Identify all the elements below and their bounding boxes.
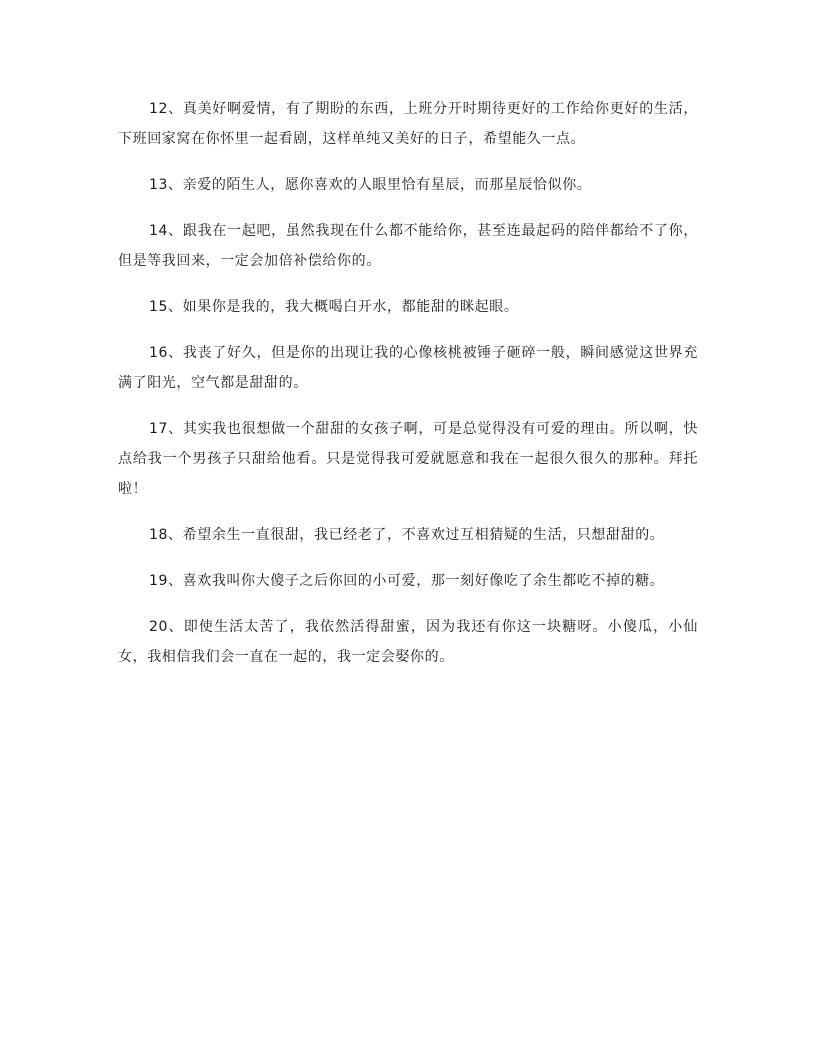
paragraph-19: 19、喜欢我叫你大傻子之后你回的小可爱，那一刻好像吃了余生都吃不掉的糖。	[149, 573, 665, 589]
paragraph-12: 12、真美好啊爱情，有了期盼的东西，上班分开时期待更好的工作给你更好的生活，下班回家窝在你怀里一起看剧，这样单纯又美好的日子，希望能久一点。	[118, 101, 698, 147]
paragraph-16: 16、我丧了好久，但是你的出现让我的心像核桃被锤子砸碎一般，瞬间感觉这世界充满了阳光，空气都是甜甜的。	[118, 345, 698, 391]
paragraph-17: 17、其实我也很想做一个甜甜的女孩子啊，可是总觉得没有可爱的理由。所以啊，快点给我一个男孩子只甜给他看。只是觉得我可爱就愿意和我在一起很久很久的那种。拜托啦！	[118, 421, 698, 497]
paragraph-20: 20、即使生活太苦了，我依然活得甜蜜，因为我还有你这一块糖呀。小傻瓜，小仙女，我相信我们会一直在一起的，我一定会娶你的。	[118, 619, 698, 665]
paragraph-18: 18、希望余生一直很甜，我已经老了，不喜欢过互相猜疑的生活，只想甜甜的。	[149, 527, 665, 543]
paragraph-14: 14、跟我在一起吧，虽然我现在什么都不能给你，甚至连最起码的陪伴都给不了你，但是等我回来，一定会加倍补偿给你的。	[118, 223, 698, 269]
document-body	[118, 94, 698, 688]
paragraph-15: 15、如果你是我的，我大概喝白开水，都能甜的眯起眼。	[149, 299, 519, 315]
paragraph-13: 13、亲爱的陌生人，愿你喜欢的人眼里恰有星辰，而那星辰恰似你。	[149, 177, 592, 193]
